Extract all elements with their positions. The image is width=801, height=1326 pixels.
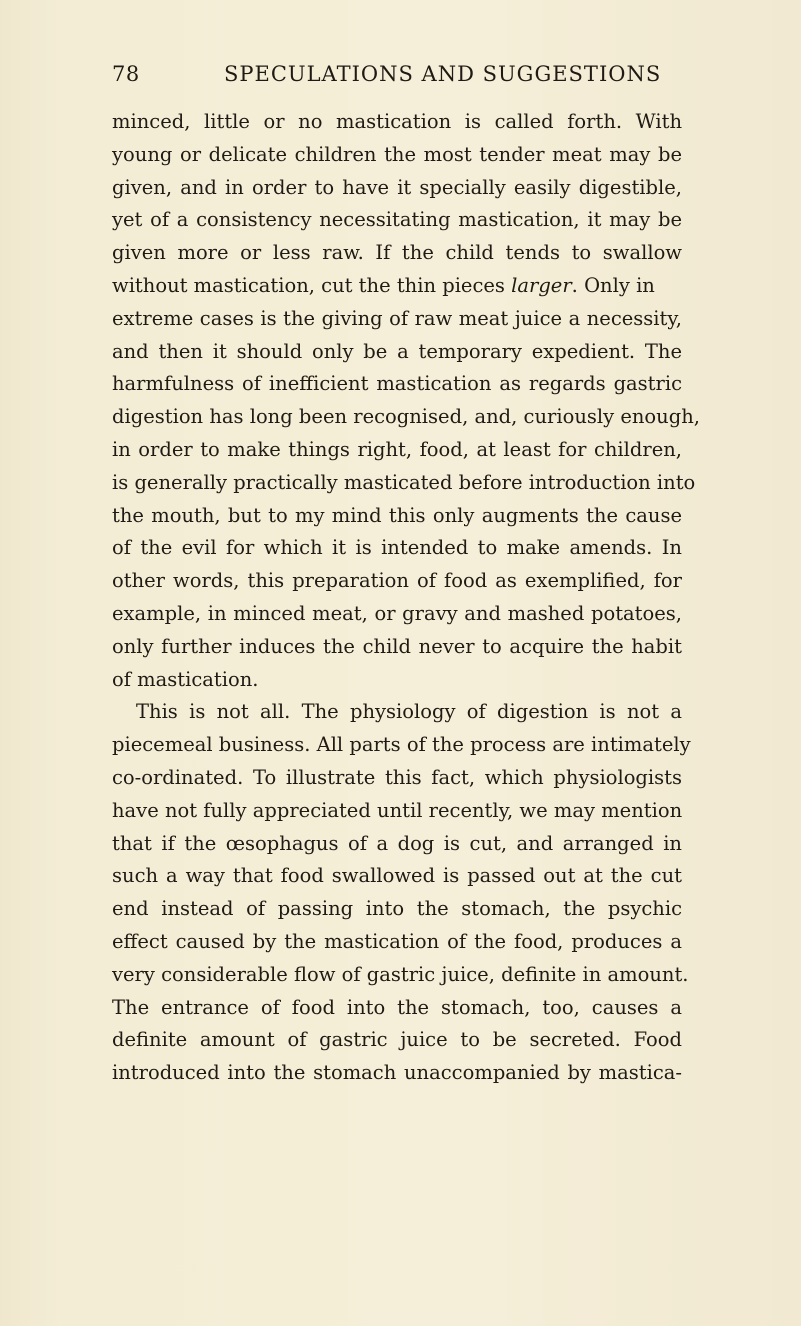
text-line: effect caused by the mastication of the food, produces a <box>112 929 682 953</box>
text-line: of the evil for which it is intended to make amends. In <box>112 536 682 560</box>
text-line: have not fully appreciated until recently, we may mention <box>112 798 683 822</box>
text-line: The entrance of food into the stomach, too, causes a <box>112 995 682 1019</box>
text-line: young or delicate children the most tender meat may be <box>112 142 682 166</box>
text-line: is generally practically masticated before introduction into <box>112 470 696 494</box>
text-line: digestion has long been recognised, and, curiously enough, <box>112 405 700 429</box>
text-line: end instead of passing into the stomach, the psychic <box>112 897 682 921</box>
text-line: introduced into the stomach unaccompanied by mastica- <box>112 1061 682 1085</box>
text-line: the mouth, but to my mind this only augments the cause <box>112 503 682 527</box>
page-number: 78 <box>112 62 140 86</box>
text-line: extreme cases is the giving of raw meat juice a necessity, <box>112 306 682 330</box>
page-header <box>112 62 672 92</box>
text-line: of mastication. <box>112 667 259 691</box>
text-line: This is not all. The physiology of digestion is not a <box>136 700 682 724</box>
text-line: example, in minced meat, or gravy and mashed potatoes, <box>112 601 682 625</box>
text-fragment: . Only in <box>571 273 655 297</box>
running-head: SPECULATIONS AND SUGGESTIONS <box>224 62 662 86</box>
text-line: very considerable flow of gastric juice, definite in amount. <box>112 962 689 986</box>
text-line: that if the œsophagus of a dog is cut, and arranged in <box>112 831 682 855</box>
body-text <box>112 106 700 1090</box>
italic-word: larger <box>511 273 572 297</box>
text-line: yet of a consistency necessitating mastication, it may be <box>112 208 682 232</box>
text-line: only further induces the child never to acquire the habit <box>112 634 682 658</box>
text-line: definite amount of gastric juice to be secreted. Food <box>112 1028 682 1052</box>
text-line: piecemeal business. All parts of the process are intimately <box>112 733 691 757</box>
text-fragment: without mastication, cut the thin pieces <box>112 273 505 297</box>
text-line: such a way that food swallowed is passed out at the cut <box>112 864 682 888</box>
text-line: given more or less raw. If the child tends to swallow <box>112 241 682 265</box>
text-line: other words, this preparation of food as exemplified, for <box>112 569 682 593</box>
text-line: and then it should only be a temporary expedient. The <box>112 339 682 363</box>
text-line: co-ordinated. To illustrate this fact, which physiologists <box>112 765 682 789</box>
text-line: minced, little or no mastication is called forth. With <box>112 110 682 133</box>
text-line: harmfulness of inefficient mastication as regards gastric <box>112 372 682 396</box>
text-line: in order to make things right, food, at least for children, <box>112 437 682 461</box>
text-line <box>112 270 682 303</box>
text-line: given, and in order to have it specially easily digestible, <box>112 175 682 199</box>
